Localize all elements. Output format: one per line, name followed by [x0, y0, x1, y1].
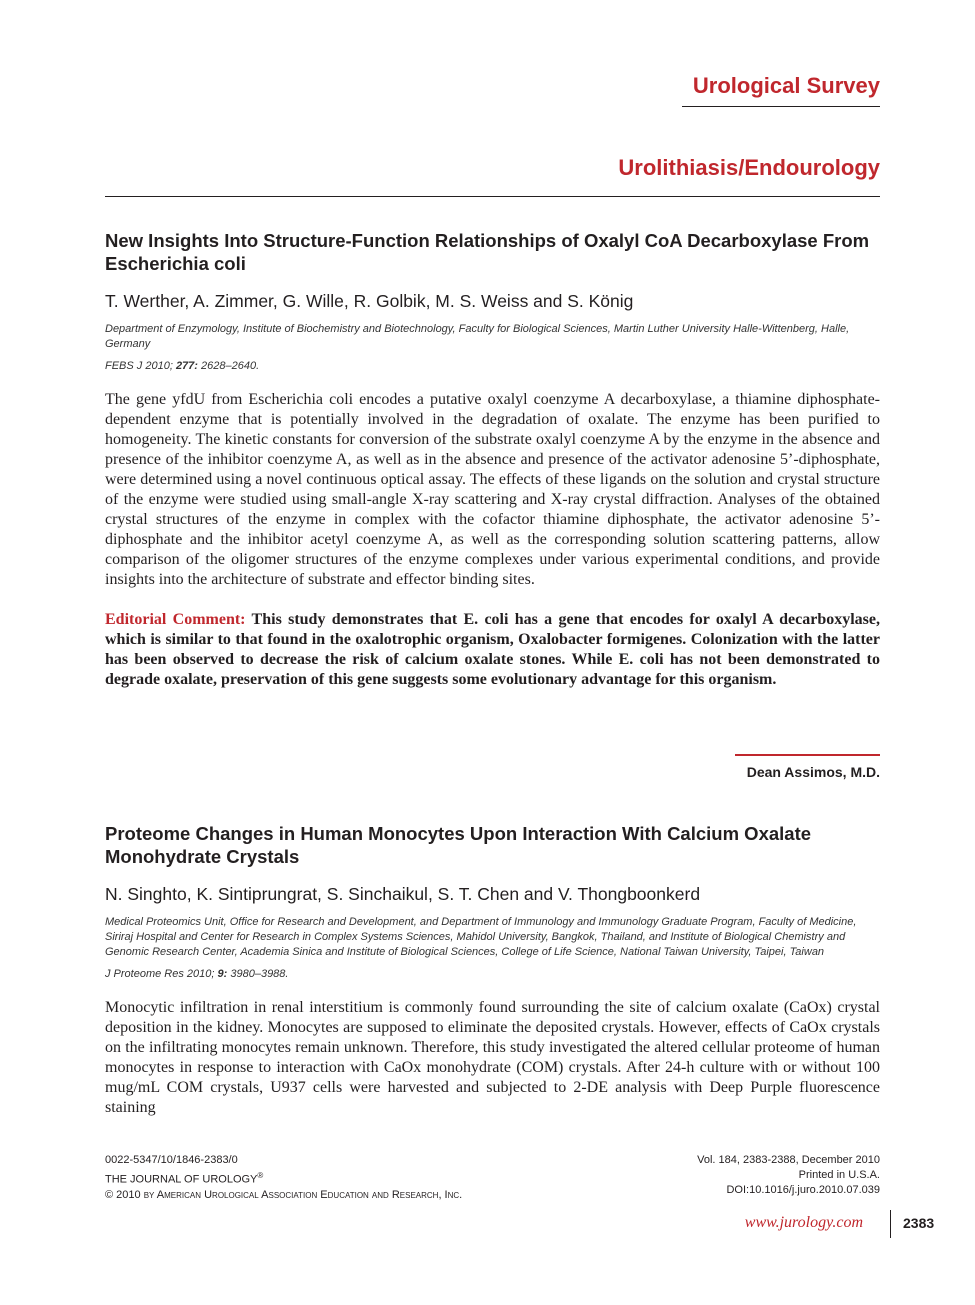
website-link[interactable]: www.jurology.com: [744, 1214, 863, 1231]
editorial-text: This study demonstrates that E. coli has a gene that encodes for oxalyl A decarboxylase, which is similar to that found in the oxalotrophic organism, Oxalobacter formigenes. Colonization with the latter has been observed to decrease the risk of calcium oxalate stones. While E. coli has not been demonstrated to degrade oxalate, preservation of this gene suggests some evolutionary advantage for this organism.: [105, 611, 881, 688]
commenter-rule: [735, 754, 880, 756]
section-title: Urological Survey: [692, 73, 880, 98]
footer-doi: DOI:10.1016/j.juro.2010.07.039: [726, 1184, 880, 1196]
article-affiliation: Department of Enzymology, Institute of Biochemistry and Biotechnology, Faculty for Biological Sciences, Martin Luther University Halle-Wittenberg, Halle, Germany: [105, 323, 850, 350]
page-number: 2383: [903, 1215, 935, 1231]
citation-pages: 2628–2640.: [201, 360, 260, 372]
article-citation: [105, 360, 880, 372]
editorial-comment: [105, 610, 880, 690]
article-title: Proteome Changes in Human Monocytes Upon Interaction With Calcium Oxalate Monohydrate Crystals: [105, 823, 812, 867]
article-authors: N. Singhto, K. Sintiprungrat, S. Sinchaikul, S. T. Chen and V. Thongboonkerd: [105, 884, 701, 904]
article-1: [105, 229, 880, 690]
footer-volume: Vol. 184, 2383-2388, December 2010: [697, 1154, 880, 1166]
article-2: [105, 822, 880, 1118]
header-divider: [105, 196, 880, 197]
footer-printed: Printed in U.S.A.: [798, 1169, 880, 1181]
footer-copyright: © 2010 by American Urological Association Education and Research, Inc.: [105, 1188, 463, 1201]
footer-divider: [890, 1210, 891, 1238]
editorial-label: Editorial Comment:: [105, 611, 246, 628]
section-underline: [682, 106, 880, 107]
article-title: New Insights Into Structure-Function Relationships of Oxalyl CoA Decarboxylase From Escherichia coli: [105, 230, 870, 274]
article-abstract: The gene yfdU from Escherichia coli encodes a putative oxalyl coenzyme A decarboxylase, a thiamine diphosphate-dependent enzyme that is potentially involved in the degradation of oxalate. The enzyme has been purified to homogeneity. The kinetic constants for conversion of the substrate oxalyl coenzyme A by the enzyme in the absence and presence of the inhibitor coenzyme A, as well as in the absence and presence of the activator adenosine 5’-diphosphate, were determined using a novel continuous optical assay. The effects of these ligands on the solution and crystal structure of the enzyme were studied using small-angle X-ray scattering and X-ray crystal diffraction. Analyses of the obtained crystal structures of the enzyme in complex with the cofactor thiamine diphosphate, the activator adenosine 5’-diphosphate and the inhibitor acetyl coenzyme A, as well as the corresponding solution scattering patterns, allow comparison of the oligomer structures of the enzyme complexes under various experimental conditions, and provide insights into the architecture of substrate and effector binding sites.: [105, 391, 880, 588]
commenter-name: Dean Assimos, M.D.: [746, 764, 880, 780]
citation-volume: 9:: [217, 968, 228, 980]
article-abstract: Monocytic infiltration in renal interstitium is commonly found surrounding the site of calcium oxalate (CaOx) crystal deposition in the kidney. Monocytes are supposed to eliminate the deposited crystals. However, effects of CaOx crystals on the infiltrating monocytes remain unknown. Therefore, this study investigated the altered cellular proteome of human monocytes in response to interaction with CaOx monohydrate (COM) crystals. After 24-h culture with or without 100 mug/mL COM crystals, U937 cells were harvested and subjected to 2-DE analysis with Deep Purple fluorescence staining: [105, 999, 880, 1116]
citation-journal: J Proteome Res 2010;: [105, 968, 215, 980]
footer-journal: [105, 1168, 462, 1188]
article-citation: [105, 968, 880, 980]
subsection-title: Urolithiasis/Endourology: [618, 155, 880, 180]
article-authors: T. Werther, A. Zimmer, G. Wille, R. Golbik, M. S. Weiss and S. König: [105, 291, 634, 311]
citation-pages: 3980–3988.: [230, 968, 289, 980]
footer-issue-info: [697, 1153, 880, 1198]
footer-issn: 0022-5347/10/1846-2383/0: [105, 1154, 238, 1166]
article-affiliation: Medical Proteomics Unit, Office for Research and Development, and Department of Immunology and Immunology Graduate Program, Faculty of Medicine, Siriraj Hospital and Center for Research in Complex Systems Sciences, Mahidol University, Bangkok, Thailand, and Institute of Biological Chemistry and Genomic Research Center, Academia Sinica and Institute of Biological Sciences, College of Life Science, National Taiwan University, Taipei, Taiwan: [105, 916, 857, 958]
citation-volume: 277:: [175, 360, 198, 372]
registered-mark: ®: [257, 1171, 264, 1180]
citation-journal: FEBS J 2010;: [105, 360, 173, 372]
footer-journal-name: THE JOURNAL OF UROLOGY: [105, 1173, 258, 1186]
footer-publication-info: [105, 1153, 462, 1203]
